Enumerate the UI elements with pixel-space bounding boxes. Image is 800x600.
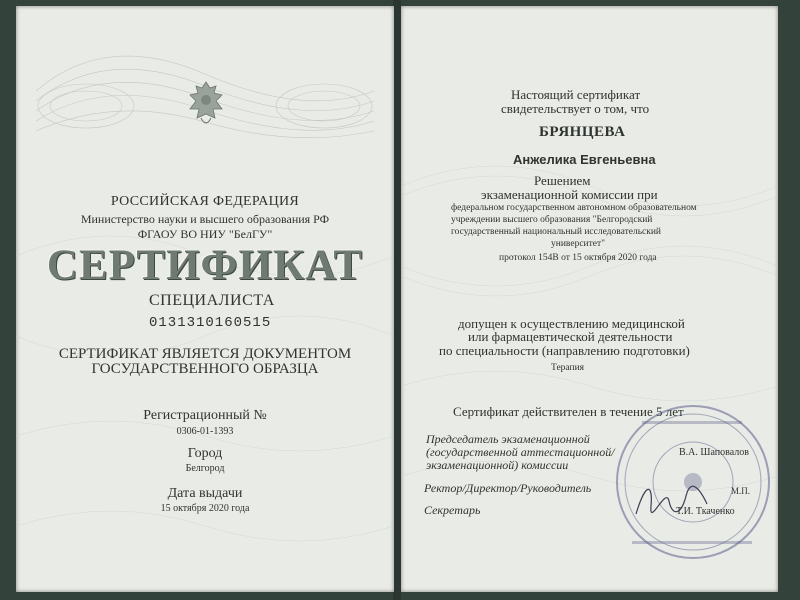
chair-line-3: экзаменационной) комиссии	[426, 458, 569, 472]
institution-line-3: государственный национальный исследовательский	[451, 227, 662, 237]
institution-line-2: учреждении высшего образования "Белгородский	[451, 215, 653, 225]
country-name: РОССИЙСКАЯ ФЕДЕРАЦИЯ	[110, 194, 300, 209]
ministry-name: Министерство науки и высшего образования РФ	[80, 212, 330, 226]
state-document-line-1: СЕРТИФИКАТ ЯВЛЯЕТСЯ ДОКУМЕНТОМ	[58, 346, 352, 362]
institution-line-1: федеральном государственном автономном образовательном	[451, 203, 697, 213]
specialty-value: Терапия	[551, 363, 585, 373]
secretary-label: Секретарь	[424, 503, 481, 517]
issue-date-label: Дата выдачи	[167, 486, 243, 501]
coat-of-arms-emblem	[181, 78, 231, 136]
city-label: Город	[187, 446, 223, 461]
holder-given-names: Анжелика Евгеньевна	[513, 152, 656, 167]
secretary-name: Т.И. Ткаченко	[676, 506, 735, 517]
book-spine	[393, 0, 401, 600]
admitted-line-2: или фармацевтической деятельности	[468, 329, 673, 344]
admitted-line-1: допущен к осуществлению медицинской	[458, 316, 685, 331]
decision-line-1: Решением	[534, 173, 591, 188]
issue-date-value: 15 октября 2020 года	[160, 503, 250, 514]
institution-line-4: университет"	[551, 239, 606, 249]
registration-label: Регистрационный №	[143, 408, 267, 423]
registration-number: 0306-01-1393	[176, 426, 234, 437]
chair-line-1: Председатель экзаменационной	[426, 432, 590, 446]
rector-label: Ректор/Директор/Руководитель	[424, 481, 592, 495]
decision-line-2: экзаменационной комиссии при	[481, 187, 658, 202]
chair-name: В.А. Шаповалов	[679, 447, 749, 458]
validity-statement: Сертификат действителен в течение 5 лет	[453, 404, 684, 419]
university-name: ФГАОУ ВО НИУ "БелГУ"	[137, 227, 273, 241]
seal-place-mark: М.П.	[731, 486, 751, 496]
document-title: СЕРТИФИКАТ	[46, 242, 364, 289]
holder-surname: БРЯНЦЕВА	[539, 124, 626, 140]
serial-number: 0131310160515	[149, 315, 272, 331]
state-document-line-2: ГОСУДАРСТВЕННОГО ОБРАЗЦА	[91, 361, 319, 377]
right-page	[401, 6, 778, 592]
left-page	[16, 6, 394, 592]
admitted-line-3: по специальности (направлению подготовки)	[439, 343, 690, 358]
chair-line-2: (государственной аттестационной/	[426, 445, 615, 459]
protocol-line: протокол 154В от 15 октября 2020 года	[499, 253, 657, 263]
document-subtitle: СПЕЦИАЛИСТА	[149, 292, 275, 309]
city-value: Белгород	[185, 463, 225, 474]
intro-line-1: Настоящий сертификат	[511, 87, 641, 102]
intro-line-2: свидетельствует о том, что	[501, 101, 650, 116]
